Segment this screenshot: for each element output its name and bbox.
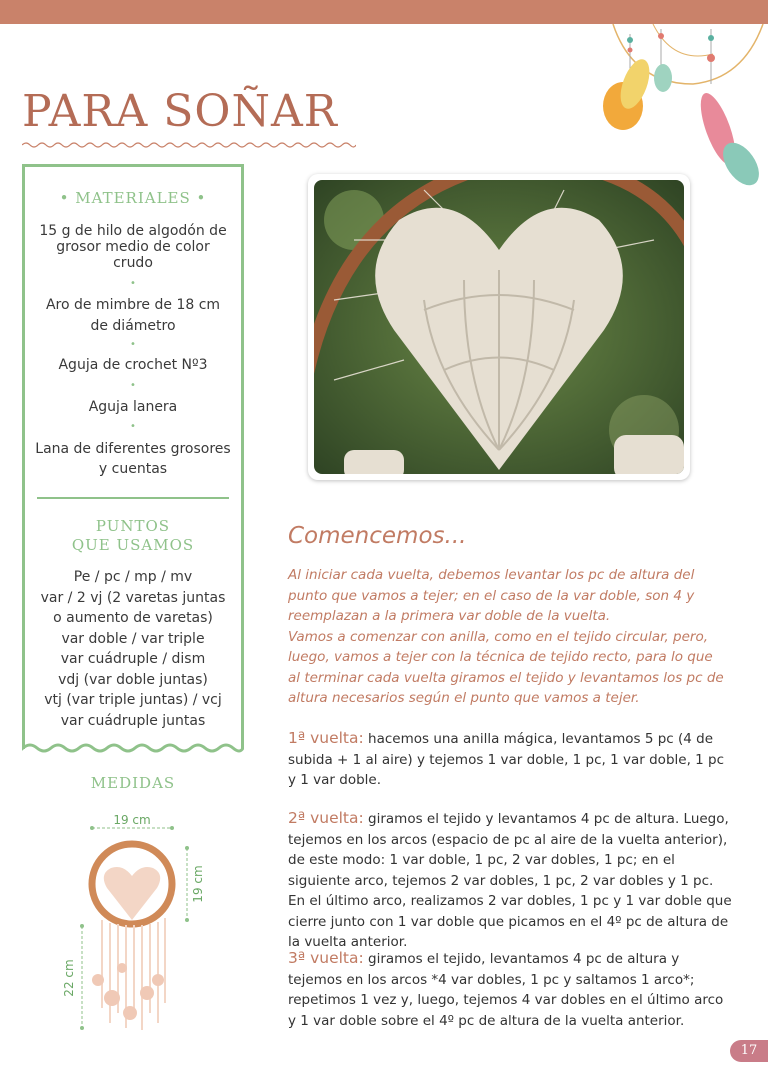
separator-dot: • bbox=[130, 278, 136, 289]
stitches-list bbox=[29, 567, 237, 731]
stitch-line: o aumento de varetas) bbox=[53, 610, 213, 626]
page-number: 17 bbox=[730, 1040, 768, 1062]
round-3-paragraph bbox=[288, 948, 733, 1031]
height-label: 19 cm bbox=[191, 865, 205, 903]
materials-heading: • MATERIALES • bbox=[59, 189, 207, 207]
stitch-line: Pe / pc / mp / mv bbox=[73, 569, 193, 585]
material-item: Aguja lanera bbox=[88, 399, 178, 415]
material-item: Aguja de crochet Nº3 bbox=[58, 357, 208, 373]
round-label: 3ª vuelta: bbox=[288, 949, 364, 967]
material-item: 15 g de hilo de algodón de grosor medio de color crudo bbox=[39, 223, 227, 271]
measures-heading: MEDIDAS bbox=[90, 774, 176, 792]
page-title: PARA SOÑAR bbox=[22, 86, 338, 137]
round-1-paragraph bbox=[288, 728, 733, 791]
stitch-line: vdj (var doble juntas) bbox=[58, 671, 208, 688]
intro-paragraph: Al iniciar cada vuelta, debemos levantar los pc de altura del punto que vamos a tejer; en el caso de la var doble, son 4 y reemplazan a la primera var doble de la vuelta. bbox=[288, 567, 695, 624]
round-label: 1ª vuelta: bbox=[288, 729, 364, 747]
stitch-line: var cuádruple juntas bbox=[60, 712, 206, 729]
round-text: hacemos una anilla mágica, levantamos 5 pc (4 de subida + 1 al aire) y tejemos 1 var doble, 1 pc, 1 var doble, 1 pc y 1 var doble. bbox=[288, 731, 725, 788]
stitches-heading-line: QUE USAMOS bbox=[71, 536, 195, 554]
materials-box-wavy-border bbox=[22, 740, 244, 754]
separator-dot: • bbox=[130, 421, 136, 432]
round-2-paragraph bbox=[288, 808, 733, 953]
total-length-label: 22 cm bbox=[62, 959, 76, 997]
separator-dot: • bbox=[130, 380, 136, 391]
section-divider bbox=[37, 497, 229, 499]
photo-frame bbox=[308, 174, 690, 480]
stitch-line: var doble / var triple bbox=[61, 630, 205, 647]
title-underline bbox=[22, 140, 356, 150]
intro-text bbox=[288, 565, 728, 709]
stitch-line: var cuádruple / dism bbox=[60, 651, 206, 667]
separator-dot: • bbox=[130, 339, 136, 350]
materials-box bbox=[22, 164, 244, 749]
stitches-heading bbox=[25, 517, 241, 555]
top-decorative-band bbox=[0, 0, 768, 24]
dreamcatcher-measures-diagram bbox=[55, 808, 235, 1043]
round-text: giramos el tejido y levantamos 4 pc de altura. Luego, tejemos en los arcos (espacio de pc al aire de la vuelta anterior), de este modo: 1 var doble, 1 pc, 2 var dobles, 1 pc; en el siguiente arco, tejemos 2 var dobles, 1 pc, 2 var dobles y 1 pc. En el último arco, realizamos 2 var dobles, 1 pc y 1 var doble que cierre junto con 1 var doble que picamos en el 4º pc de altura de la vuelta anterior. bbox=[288, 811, 732, 950]
round-label: 2ª vuelta: bbox=[288, 809, 364, 827]
feather-decoration-icon bbox=[593, 24, 768, 194]
round-text: giramos el tejido, levantamos 4 pc de altura y tejemos en los arcos *4 var dobles, 1 pc y saltamos 1 arco*; repetimos 1 vez y, luego, tejemos 4 var dobles en el último arco y 1 var doble sobre el 4º pc de altura de la vuelta anterior. bbox=[288, 951, 724, 1029]
width-label: 19 cm bbox=[113, 813, 151, 827]
stitch-line: vtj (var triple juntas) / vcj bbox=[44, 692, 222, 708]
stitches-heading-line: PUNTOS bbox=[95, 517, 171, 535]
intro-paragraph: Vamos a comenzar con anilla, como en el tejido circular, pero, luego, vamos a tejer con la técnica de tejido recto, para lo que al terminar cada vuelta giramos el tejido y levantamos los pc de altura necesarios según el punto que vamos a tejer. bbox=[288, 628, 724, 706]
material-item: Aro de mimbre de 18 cm de diámetro bbox=[45, 297, 221, 334]
section-subheading: Comencemos... bbox=[288, 523, 467, 549]
crochet-heart-photo bbox=[314, 180, 684, 474]
material-item: Lana de diferentes grosores y cuentas bbox=[35, 441, 231, 477]
stitch-line: var / 2 vj (2 varetas juntas bbox=[40, 589, 226, 606]
